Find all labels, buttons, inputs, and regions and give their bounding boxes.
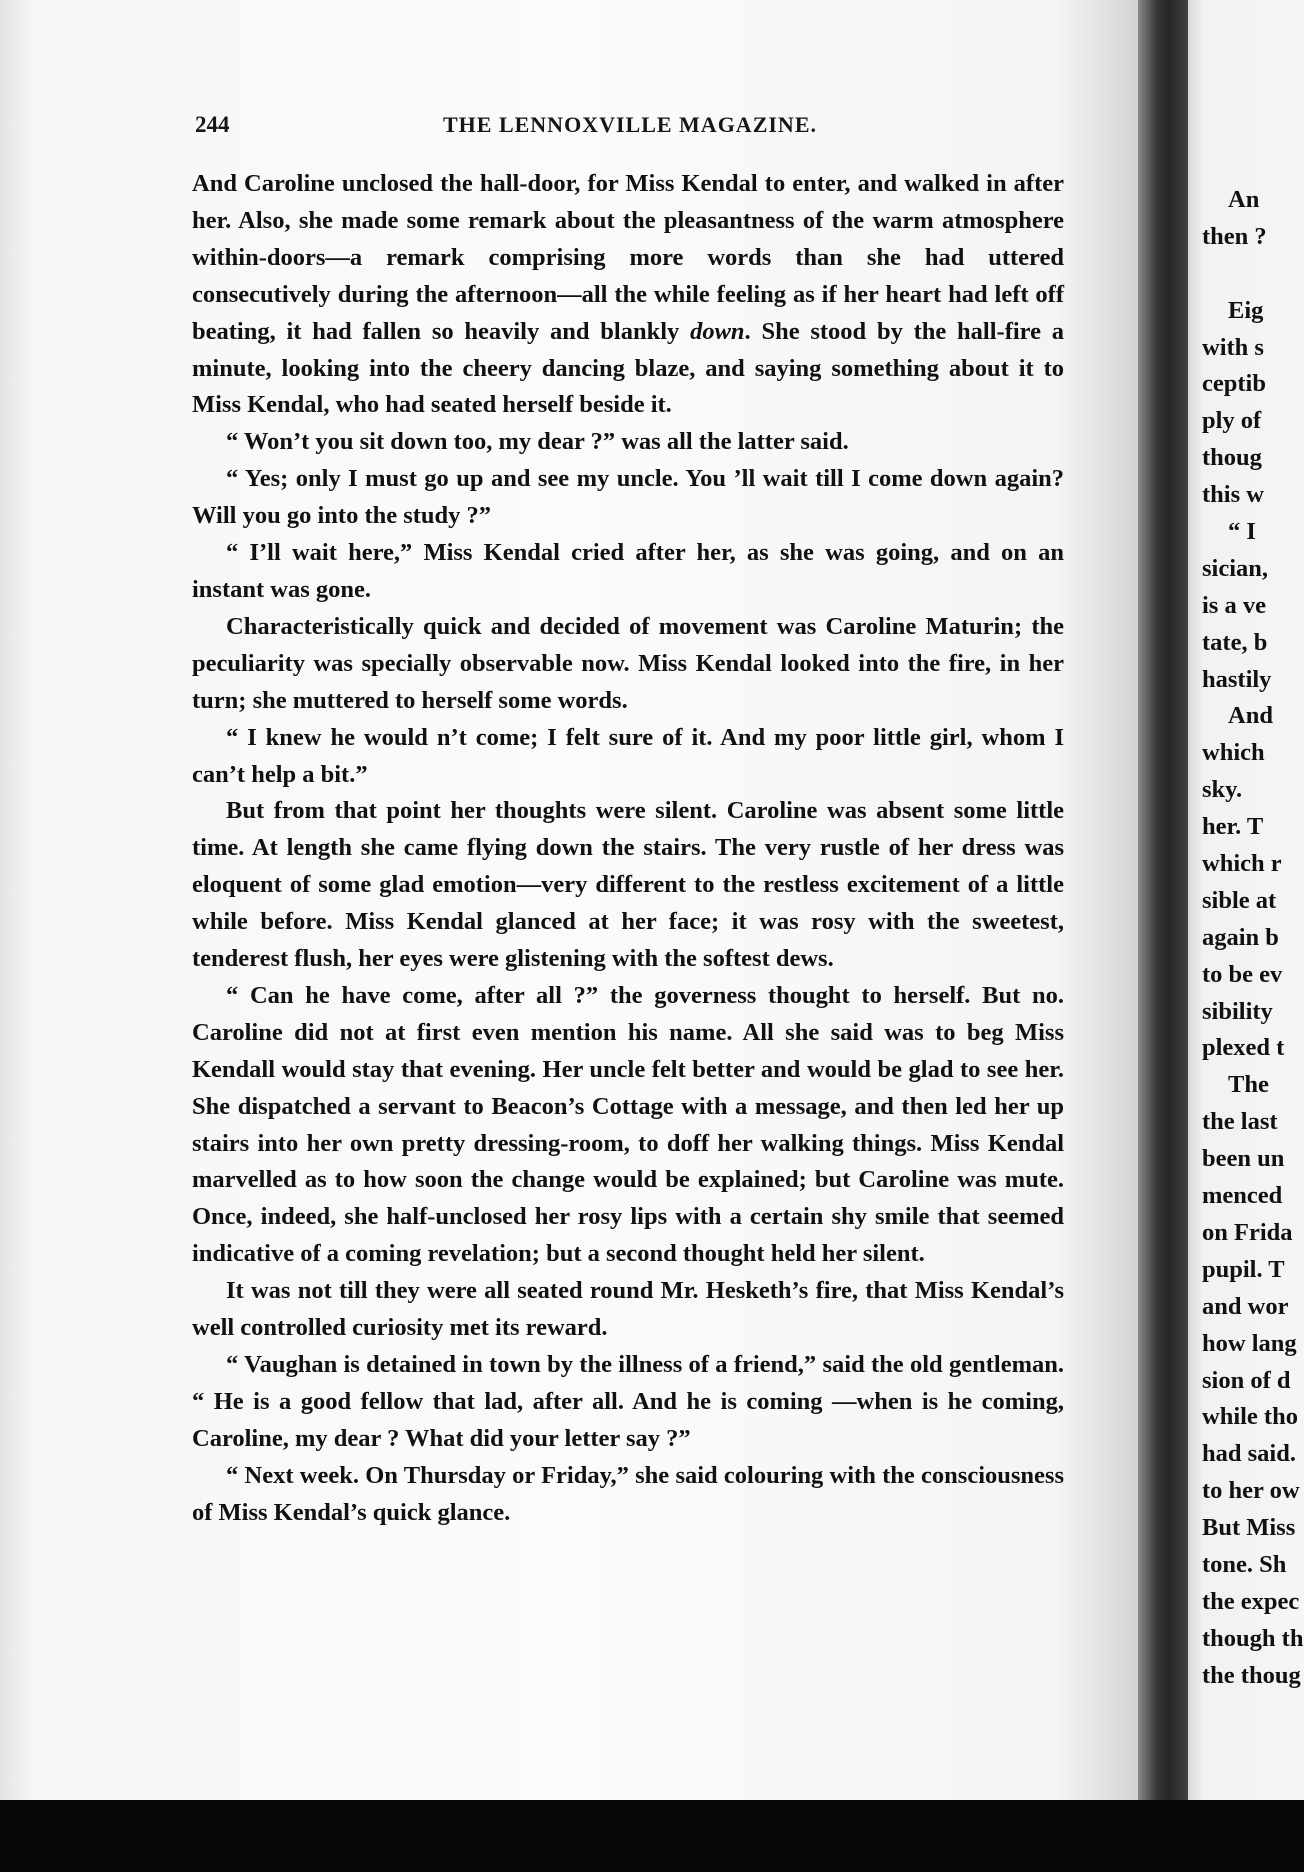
facing-line: how lang: [1202, 1329, 1297, 1357]
facing-line: But Miss: [1202, 1514, 1296, 1542]
facing-line: ceptib: [1202, 370, 1266, 398]
paragraph: “ Yes; only I must go up and see my uncle. You ’ll wait till I come down again? Will you go into the study ?”: [192, 465, 1064, 530]
facing-line: sky.: [1202, 776, 1243, 804]
facing-line: [1202, 256, 1303, 293]
facing-line: the thoug: [1202, 1661, 1301, 1689]
facing-line: with s: [1202, 333, 1264, 361]
facing-line: this w: [1202, 481, 1264, 509]
facing-line: An: [1228, 186, 1260, 213]
facing-line: tate, b: [1202, 628, 1268, 656]
facing-line: the expec: [1202, 1587, 1300, 1615]
paragraph: And Caroline unclosed the hall-door, for Miss Kendal to enter, and walked in after her. Also, she made some remark about the pleasantness of the warm atmosphere within-doors—a remark comprising more words than she had uttered consecutively during the afternoon—all the while feeling as if her heart had left off beating, it had fallen so heavily and blankly down. She stood by the hall-fire a minute, looking into the cheery dancing blaze, and saying something about it to Miss Kendal, who had seated herself beside it.: [192, 170, 1064, 419]
facing-line: and wor: [1202, 1292, 1289, 1320]
facing-line: while tho: [1202, 1403, 1298, 1431]
facing-line: ply of: [1202, 407, 1262, 435]
facing-line: “ I: [1228, 518, 1256, 546]
body-text: [192, 166, 1064, 1532]
facing-line: sician,: [1202, 554, 1269, 582]
facing-line: then ?: [1202, 222, 1267, 250]
running-head: THE LENNOXVILLE MAGAZINE.: [442, 112, 817, 137]
facing-line: to her ow: [1202, 1477, 1300, 1505]
page-header: [195, 112, 1065, 146]
scan-border: [0, 1800, 1304, 1872]
facing-line: to be ev: [1202, 960, 1283, 988]
facing-line: which r: [1202, 850, 1282, 878]
emphasis: down: [690, 317, 745, 345]
facing-page: [1188, 0, 1304, 1812]
facing-line: hastily: [1202, 665, 1272, 693]
paragraph: It was not till they were all seated round Mr. Hesketh’s fire, that Miss Kendal’s well controlled curiosity met its reward.: [192, 1277, 1064, 1342]
paragraph: “ Can he have come, after all ?” the governess thought to herself. But no. Caroline did not at first even mention his name. All she said was to beg Miss Kendall would stay that evening. Her uncle felt better and would be glad to see her. She dispatched a servant to Beacon’s Cottage with a message, and then led her up stairs into her own pretty dressing-room, to doff her walking things. Miss Kendal marvelled as to how soon the change would be explained; but Caroline was mute. Once, indeed, she half-unclosed her rosy lips with a certain shy smile that seemed indicative of a coming revelation; but a second thought held her silent.: [192, 981, 1064, 1268]
page-number: 244: [195, 112, 230, 137]
facing-line: sible at: [1202, 886, 1277, 914]
facing-line: on Frida: [1202, 1218, 1293, 1246]
facing-line: had said.: [1202, 1440, 1296, 1468]
paragraph: “ Won’t you sit down too, my dear ?” was all the latter said.: [226, 428, 849, 456]
paragraph: “ Next week. On Thursday or Friday,” she said colouring with the consciousness of Miss Kendal’s quick glance.: [192, 1461, 1064, 1526]
facing-line: Eig: [1228, 296, 1264, 324]
facing-line: thoug: [1202, 444, 1262, 472]
facing-page-fragments: [1202, 182, 1303, 1695]
facing-line: the last: [1202, 1108, 1278, 1136]
facing-line: sibility: [1202, 997, 1273, 1025]
paragraph: Characteristically quick and decided of movement was Caroline Maturin; the peculiarity was specially observable now. Miss Kendal looked into the fire, in her turn; she muttered to herself some words.: [192, 612, 1064, 714]
paragraph: “ Vaughan is detained in town by the illness of a friend,” said the old gentleman. “ He is a good fellow that lad, after all. And he is coming —when is he coming, Caroline, my dear ? What did your letter say ?”: [192, 1351, 1064, 1452]
facing-line: plexed t: [1202, 1034, 1285, 1062]
paragraph: “ I knew he would n’t come; I felt sure of it. And my poor little girl, whom I can’t help a bit.”: [192, 723, 1064, 788]
facing-line: menced: [1202, 1182, 1283, 1210]
facing-line: sion of d: [1202, 1366, 1291, 1394]
facing-line: And: [1228, 702, 1273, 730]
paragraph: “ I’ll wait here,” Miss Kendal cried after her, as she was going, and on an instant was gone.: [192, 539, 1064, 603]
paragraph: But from that point her thoughts were silent. Caroline was absent some little time. At length she came flying down the stairs. The very rustle of her dress was eloquent of some glad emotion—very different to the restless excitement of a little while before. Miss Kendal glanced at her face; it was rosy with the sweetest, tenderest flush, her eyes were glistening with the softest dews.: [192, 797, 1064, 973]
facing-line: The: [1228, 1071, 1269, 1099]
book-gutter: [1138, 0, 1190, 1800]
facing-line: is a ve: [1202, 591, 1266, 619]
facing-line: though th: [1202, 1624, 1304, 1652]
facing-line: which: [1202, 739, 1265, 767]
facing-line: been un: [1202, 1145, 1285, 1173]
facing-line: again b: [1202, 923, 1279, 951]
facing-line: tone. Sh: [1202, 1550, 1287, 1578]
facing-line: her. T: [1202, 813, 1264, 841]
facing-line: pupil. T: [1202, 1255, 1285, 1283]
